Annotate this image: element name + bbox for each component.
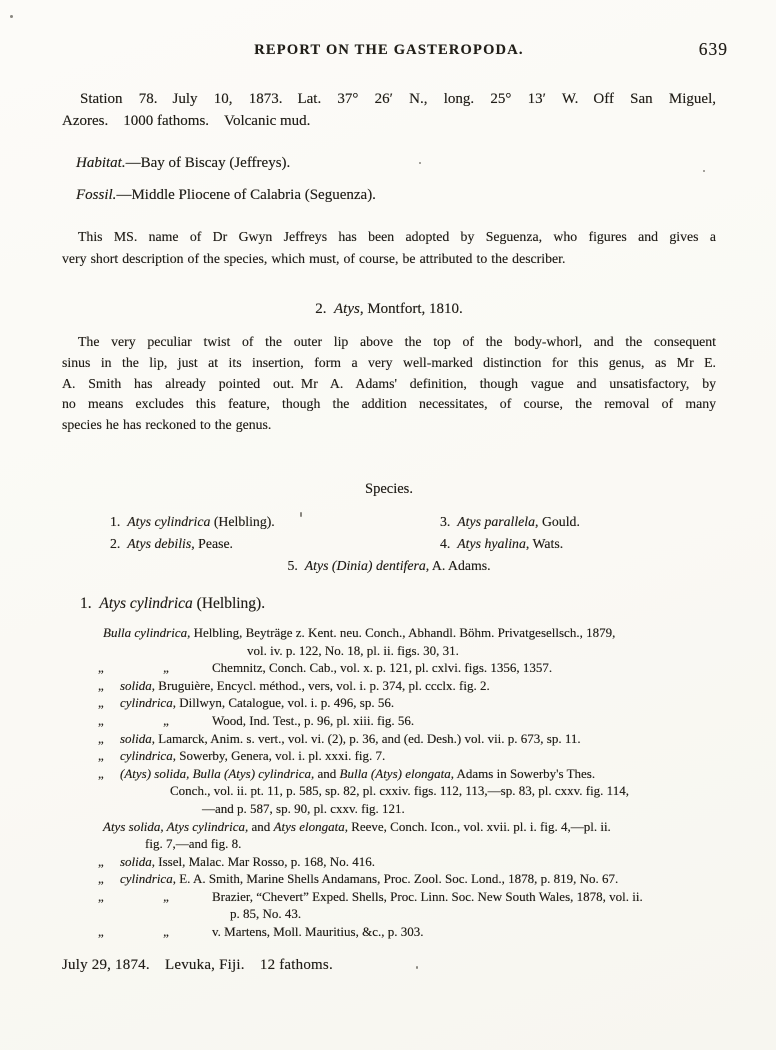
text-segment: Conch., vol. ii. pt. 11, p. 585, sp. 82, pl. cxxiv. figs. 112, 113,—sp. 83, pl. cxxv. fig. 114, <box>170 783 629 799</box>
text-segment: (Helbling). <box>210 513 275 529</box>
synonymy-row <box>62 782 716 800</box>
text-segment: (Helbling). <box>192 594 266 612</box>
synonymy-row <box>62 677 716 695</box>
species-item <box>110 536 233 551</box>
text-segment: 2. <box>110 535 128 551</box>
taxon-name: Atys (Dinia) dentifera <box>304 557 426 573</box>
text-segment: 1. <box>110 513 128 529</box>
text-segment: , A. Adams. <box>425 557 491 573</box>
text-segment: —Bay of Biscay (Jeffreys). <box>125 155 291 171</box>
text-segment: fig. 7,—and fig. 8. <box>145 836 242 852</box>
ditto-mark: „ <box>163 712 169 728</box>
paragraph-genus-description <box>62 332 716 436</box>
taxon-name: Atys elongata, <box>273 818 348 834</box>
taxon-name: solida <box>120 853 152 869</box>
station-record-line: July 29, 1874. Levuka, Fiji. 12 fathoms. <box>62 956 333 973</box>
ditto-mark: „ <box>98 924 104 940</box>
ditto-mark: „ <box>98 712 104 728</box>
text-line: The very peculiar twist of the outer lip above the top of the body-whorl, and the consequent <box>78 334 716 349</box>
taxon-name: (Atys) solida, Bulla (Atys) cylindrica, <box>120 765 315 781</box>
species-list-row <box>62 533 716 555</box>
text-segment: , Montfort, 1810. <box>359 301 463 317</box>
text-segment: , Gould. <box>535 513 580 529</box>
synonymy-row <box>62 712 716 730</box>
ditto-mark: „ <box>98 730 104 746</box>
text-segment: and <box>314 765 340 781</box>
taxon-name: Atys debilis <box>127 535 192 551</box>
text-line: species he has reckoned to the genus. <box>62 417 272 433</box>
ditto-mark: „ <box>98 660 104 676</box>
ditto-mark: „ <box>98 695 104 711</box>
text-segment: , Issel, Malac. Mar Rosso, p. 168, No. 416. <box>151 853 375 869</box>
synonymy-row <box>62 870 716 888</box>
text-segment: Chemnitz, Conch. Cab., vol. x. p. 121, pl. cxlvi. figs. 1356, 1357. <box>212 660 553 676</box>
habitat-line <box>62 154 716 173</box>
synonymy-row <box>62 818 716 836</box>
taxon-name: Bulla cylindrica <box>103 624 188 640</box>
ditto-mark: „ <box>98 765 104 781</box>
synonymy-row <box>62 694 716 712</box>
ditto-mark: „ <box>98 871 104 887</box>
synonymy-row <box>62 730 716 748</box>
species-1-heading <box>62 593 716 614</box>
ditto-mark: „ <box>98 853 104 869</box>
species-item <box>287 558 490 573</box>
text-line: This MS. name of Dr Gwyn Jeffreys has been adopted by Seguenza, who figures and gives a <box>78 229 716 244</box>
scan-speck <box>703 170 705 172</box>
taxon-name: Habitat. <box>76 155 126 171</box>
text-segment: , Wats. <box>525 535 564 551</box>
text-segment: , Bruguière, Encycl. méthod., vers, vol. i. p. 374, pl. ccclx. fig. 2. <box>151 677 490 693</box>
ditto-mark: „ <box>98 748 104 764</box>
page-number: 639 <box>698 39 728 59</box>
scan-speck <box>300 512 302 517</box>
running-title: REPORT ON THE GASTEROPODA. <box>254 42 524 58</box>
taxon-name: Atys solida, Atys cylindrica, <box>103 818 249 834</box>
text-line: no means excludes this feature, though the addition necessitates, of course, the removal of many <box>62 396 716 412</box>
taxon-name: Atys <box>334 301 360 317</box>
scan-speck <box>416 966 418 969</box>
synonymy-row <box>62 659 716 677</box>
text-segment: —and p. 587, sp. 90, pl. cxxv. fig. 121. <box>202 800 405 816</box>
ditto-mark: „ <box>163 660 169 676</box>
synonymy-row <box>62 835 716 853</box>
ditto-mark: „ <box>163 888 169 904</box>
taxon-name: cylindrica <box>120 871 173 887</box>
text-segment: 1. <box>80 594 100 612</box>
fossil-line <box>62 186 716 205</box>
synonymy-row <box>62 888 716 906</box>
synonymy-list <box>62 624 716 941</box>
text-segment: —Middle Pliocene of Calabria (Seguenza). <box>116 187 376 203</box>
ditto-mark: „ <box>163 924 169 940</box>
text-segment: Reeve, Conch. Icon., vol. xvii. pl. i. fig. 4,—pl. ii. <box>347 818 611 834</box>
page-header <box>62 39 728 62</box>
text-line: Station 78. July 10, 1873. Lat. 37° 26′ N., long. 25° 13′ W. Off San Miguel, <box>80 91 716 107</box>
synonymy-row <box>62 642 716 660</box>
species-item <box>440 536 563 551</box>
species-item <box>110 514 275 529</box>
synonymy-row <box>62 853 716 871</box>
synonymy-row <box>62 923 716 941</box>
text-segment: Brazier, “Chevert” Exped. Shells, Proc. Linn. Soc. New South Wales, 1878, vol. ii. <box>212 888 643 904</box>
scan-speck <box>10 15 13 18</box>
text-line: sinus in the lip, just at its insertion, form a very well-marked distinction for this genus, as Mr E. <box>62 354 716 370</box>
text-segment: , Lamarck, Anim. s. vert., vol. vi. (2), p. 36, and (ed. Desh.) vol. vii. p. 673, sp. 11. <box>151 730 581 746</box>
taxon-name: Atys hyalina <box>457 535 526 551</box>
text-segment: Wood, Ind. Test., p. 96, pl. xiii. fig. 56. <box>212 712 415 728</box>
text-line: Azores. 1000 fathoms. Volcanic mud. <box>62 112 311 129</box>
taxon-name: Bulla (Atys) elongata, <box>339 765 454 781</box>
taxon-name: Fossil. <box>76 187 117 203</box>
synonymy-row <box>62 765 716 783</box>
text-segment: 3. <box>440 513 458 529</box>
paragraph-station-record <box>62 89 716 132</box>
taxon-name: cylindrica <box>120 748 173 764</box>
species-list-cell <box>62 511 440 533</box>
species-list-cell <box>62 533 440 555</box>
species-list-cell <box>440 511 716 533</box>
text-segment: 5. <box>287 557 305 573</box>
species-list-center-row <box>62 555 716 577</box>
taxon-name: Atys parallela <box>457 513 536 529</box>
synonymy-row <box>62 800 716 818</box>
taxon-name: Atys cylindrica <box>127 513 211 529</box>
species-list-row <box>62 511 716 533</box>
text-segment: , Dillwyn, Catalogue, vol. i. p. 496, sp. 56. <box>172 695 395 711</box>
text-segment: and <box>248 818 274 834</box>
synonymy-row <box>62 747 716 765</box>
paragraph-ms-note <box>62 226 716 269</box>
species-item <box>440 514 580 529</box>
taxon-name: cylindrica <box>120 695 173 711</box>
taxon-name: solida <box>120 730 152 746</box>
synonymy-row <box>62 905 716 923</box>
scan-speck <box>419 162 421 164</box>
text-line: A. Smith has already pointed out. Mr A. Adams' definition, though vague and unsatisfactory, by <box>62 375 716 391</box>
species-heading: Species. <box>365 480 413 497</box>
genus-heading <box>62 299 716 319</box>
synonymy-row <box>62 624 716 642</box>
taxon-name: solida <box>120 677 152 693</box>
text-segment: , Pease. <box>191 535 234 551</box>
text-line: very short description of the species, which must, of course, be attributed to the describer. <box>62 250 566 266</box>
ditto-mark: „ <box>98 677 104 693</box>
text-segment: p. 85, No. 43. <box>230 906 302 922</box>
text-segment: , Helbling, Beyträge z. Kent. neu. Conch., Abhandl. Böhm. Privatgesellsch., 1879, <box>187 624 616 640</box>
text-segment: 4. <box>440 535 458 551</box>
text-segment: , Sowerby, Genera, vol. i. pl. xxxi. fig. 7. <box>172 748 386 764</box>
species-list <box>62 511 716 577</box>
ditto-mark: „ <box>98 888 104 904</box>
text-segment: v. Martens, Moll. Mauritius, &c., p. 303. <box>212 924 424 940</box>
text-segment: , E. A. Smith, Marine Shells Andamans, Proc. Zool. Soc. Lond., 1878, p. 819, No. 67. <box>172 871 619 887</box>
taxon-name: Atys cylindrica <box>99 594 193 612</box>
text-segment: 2. <box>315 301 334 317</box>
text-segment: Adams in Sowerby's Thes. <box>453 765 596 781</box>
species-list-cell <box>440 533 716 555</box>
text-segment: vol. iv. p. 122, No. 18, pl. ii. figs. 30, 31. <box>247 642 459 658</box>
